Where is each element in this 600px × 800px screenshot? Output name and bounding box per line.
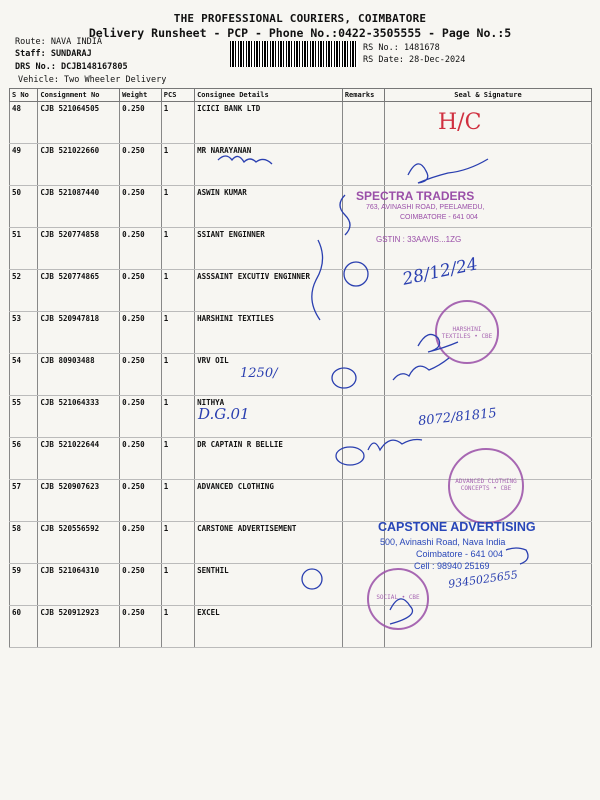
row-consignment-no: CJB 520907623 [38,480,120,522]
signature-mark [393,358,449,380]
row-pcs: 1 [161,480,194,522]
row-consignment-no: CJB 520912923 [38,606,120,648]
row-consignment-no: CJB 521022644 [38,438,120,480]
row-weight: 0.250 [120,144,162,186]
row-weight: 0.250 [120,438,162,480]
row-consignment-no: CJB 520774865 [38,270,120,312]
row-consignee: ICICI BANK LTD [195,102,343,144]
capstone-stamp-address: 500, Avinashi Road, Nava India [380,537,506,547]
row-pcs: 1 [161,396,194,438]
col-signature: Seal & Signature [384,89,591,102]
row-consignee: EXCEL [195,606,343,648]
col-sno: S No [10,89,38,102]
row-weight: 0.250 [120,228,162,270]
row-weight: 0.250 [120,396,162,438]
capstone-stamp-city: Coimbatore - 641 004 [416,549,504,559]
circle-mark [344,262,368,286]
row-consignee: HARSHINI TEXTILES [195,312,343,354]
row-pcs: 1 [161,564,194,606]
row-consignee: CARSTONE ADVERTISEMENT [195,522,343,564]
row-pcs: 1 [161,312,194,354]
row-consignee: SSIANT ENGINNER [195,228,343,270]
social-seal-text: SOCIAL • CBE [376,594,420,601]
row-pcs: 1 [161,102,194,144]
col-remarks: Remarks [342,89,384,102]
hc-mark: H/C [438,110,482,135]
row-sno: 58 [10,522,38,564]
row-consignment-no: CJB 521087440 [38,186,120,228]
row-weight: 0.250 [120,522,162,564]
row-weight: 0.250 [120,354,162,396]
runsheet-subtitle: Delivery Runsheet - PCP - Phone No.:0422-3505555 - Page No.:5 [88,26,512,40]
row-sno: 51 [10,228,38,270]
row-consignee: ADVANCED CLOTHING [195,480,343,522]
row-weight: 0.250 [120,186,162,228]
row-weight: 0.250 [120,606,162,648]
row-pcs: 1 [161,186,194,228]
row-pcs: 1 [161,606,194,648]
rs-date: RS Date: 28-Dec-2024 [363,55,466,65]
row-weight: 0.250 [120,564,162,606]
row-sno: 60 [10,606,38,648]
row-sno: 59 [10,564,38,606]
circle-mark [332,368,356,388]
row-consignment-no: CJB 521064505 [38,102,120,144]
row-consignee: DR CAPTAIN R BELLIE [195,438,343,480]
phone-note-2: 9345025655 [447,568,519,591]
date-signature: 28/12/24 [400,254,480,290]
vehicle: Vehicle: Two Wheeler Delivery [18,75,167,85]
capstone-stamp-name: CAPSTONE ADVERTISING [378,520,536,534]
row-sno: 57 [10,480,38,522]
route: Route: NAVA INDIA [15,37,102,47]
row-sno: 54 [10,354,38,396]
row-weight: 0.250 [120,102,162,144]
harshini-seal-text: HARSHINI TEXTILES • CBE [441,326,493,340]
spectra-stamp-gstin: GSTIN : 33AAVIS...1ZG [376,235,462,244]
row-consignee: NITHYA [195,396,343,438]
row-pcs: 1 [161,270,194,312]
col-weight: Weight [120,89,162,102]
signature-mark [368,440,422,451]
row-consignee: ASSSAINT EXCUTIV ENGINNER [195,270,343,312]
staff: Staff: SUNDARAJ [15,49,92,59]
row-consignee: SENTHIL [195,564,343,606]
signature-mark [312,240,323,320]
row-consignment-no: CJB 521064310 [38,564,120,606]
row-consignment-no: CJB 520556592 [38,522,120,564]
row-consignee: ASWIN KUMAR [195,186,343,228]
row-sno: 55 [10,396,38,438]
row-consignment-no: CJB 80903488 [38,354,120,396]
rs-no: RS No.: 1481678 [363,43,440,53]
drs-no: DRS No.: DCJB148167805 [15,62,128,72]
signature-mark [418,334,458,352]
row-consignment-no: CJB 521022660 [38,144,120,186]
row-sno: 48 [10,102,38,144]
col-pcs: PCS [161,89,194,102]
capstone-stamp-cell: Cell : 98940 25169 [414,561,490,571]
circle-mark [302,569,322,589]
signature-mark [218,156,272,164]
note-1250: 1250/ [240,366,278,381]
row-consignment-no: CJB 520947818 [38,312,120,354]
col-consignee: Consignee Details [195,89,343,102]
row-sno: 52 [10,270,38,312]
row-consignee: VRV OIL [195,354,343,396]
row-pcs: 1 [161,522,194,564]
row-weight: 0.250 [120,480,162,522]
signature-mark [408,159,488,183]
row-consignment-no: CJB 521064333 [38,396,120,438]
row-pcs: 1 [161,438,194,480]
row-consignee: MR NARAYANAN [195,144,343,186]
advanced-seal-text: ADVANCED CLOTHING CONCEPTS • CBE [455,478,517,492]
row-sno: 53 [10,312,38,354]
circle-mark [336,447,364,465]
company-title: THE PROFESSIONAL COURIERS, COIMBATORE [173,12,427,25]
note-dg: D.G.01 [198,405,250,423]
signature-mark [390,599,413,624]
row-sno: 56 [10,438,38,480]
spectra-stamp-city: COIMBATORE - 641 004 [400,214,478,221]
row-consignment-no: CJB 520774858 [38,228,120,270]
row-pcs: 1 [161,228,194,270]
signature-mark [340,195,350,235]
row-weight: 0.250 [120,312,162,354]
row-sno: 49 [10,144,38,186]
spectra-stamp-name: SPECTRA TRADERS [356,189,475,203]
signature-mark [506,548,528,564]
phone-note: 8072/81815 [417,405,498,430]
row-pcs: 1 [161,354,194,396]
row-pcs: 1 [161,144,194,186]
row-sno: 50 [10,186,38,228]
row-weight: 0.250 [120,270,162,312]
col-consignment: Consignment No [38,89,120,102]
spectra-stamp-address: 763, AVINASHI ROAD, PEELAMEDU, [366,204,485,211]
